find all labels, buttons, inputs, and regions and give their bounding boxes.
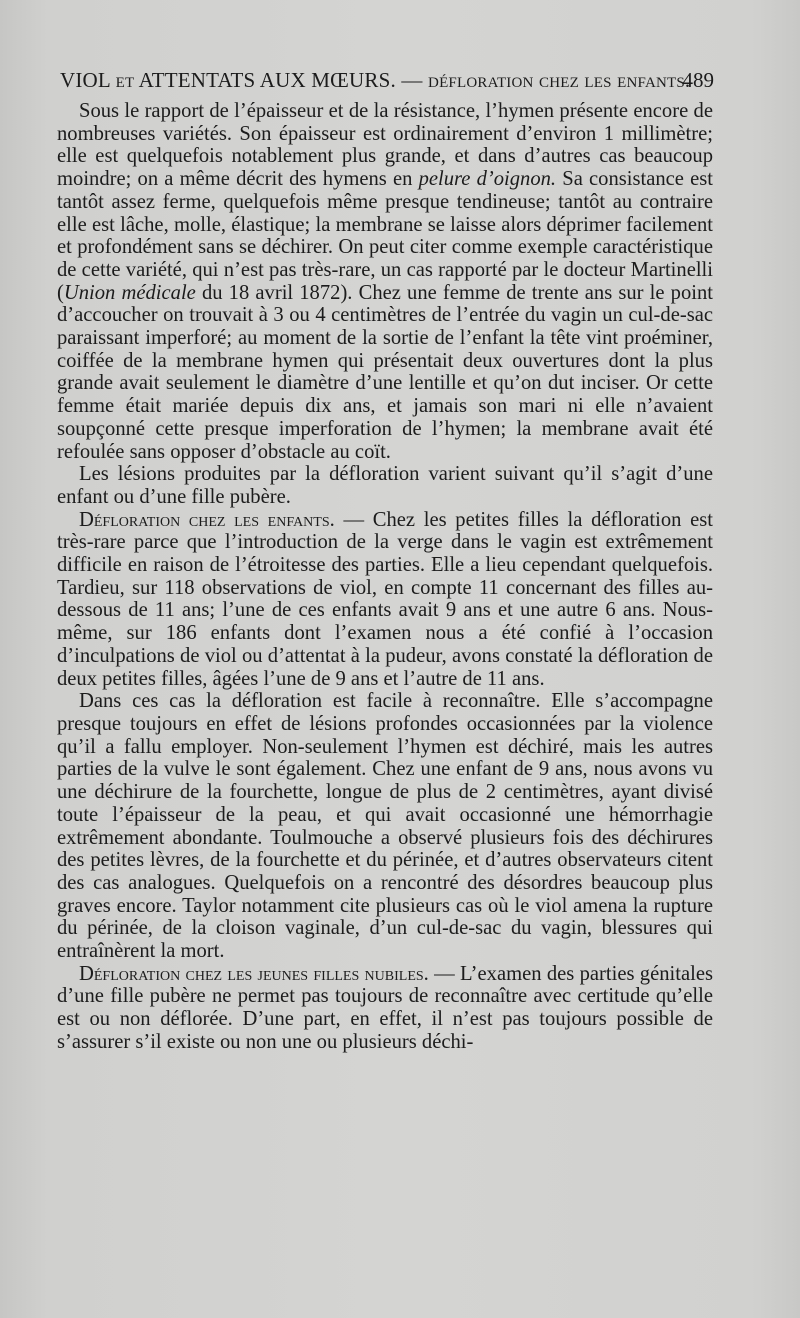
italic-union-medicale: Union médicale xyxy=(63,281,196,304)
title-et: et xyxy=(115,68,135,92)
title-dash: — xyxy=(395,68,429,92)
paragraph-text: Les lésions produites par la défloration varient suivant qu’il s’agit d’une enfant ou d’une fille pubère. xyxy=(57,463,713,508)
paragraph-text: Sa consistance est tantôt assez ferme, quelquefois même presque tendineuse; tantôt au contraire elle est lâche, molle, élastique; la membrane se laisse alors déprimer facilement et profondément sans se déchirer. On peut citer comme exemple caractéristique de cette variété, qui n’est pas très-rare, un cas rapporté par le docteur Martinelli ( xyxy=(57,168,713,304)
paragraph-text: Sous le rapport de l’épaisseur et de la résistance, l’hymen présente encore de nombreuses variétés. Son épaisseur est ordinairement d’environ 1 millimètre; elle est quelquefois notablement plus grande, et dans d’autres cas beaucoup moindre; on a même décrit des hymens en xyxy=(57,100,713,191)
running-section: défloration chez les enfants. xyxy=(428,68,691,92)
body-text xyxy=(57,100,713,1054)
title-attentats: ATTENTATS AUX MŒURS. xyxy=(134,68,396,92)
paragraph-text: — L’examen des parties génitales d’une fille pubère ne permet pas toujours de reconnaître avec certitude qu’elle est ou non déflorée. D’une part, en effet, il n’est pas toujours possible de s’assurer s’il existe ou non une ou plusieurs déchi- xyxy=(57,962,713,1053)
paragraph-reconnaitre xyxy=(57,690,713,962)
paragraph-text: — Chez les petites filles la défloration est très-rare parce que l’introduction de la verge dans le vagin est extrêmement difficile en raison de l’étroitesse des parties. Elle a lieu cependant quelquefois. Tardieu, sur 118 observations de viol, en compte 11 concernant des filles au-dessous de 11 ans; l’une de ces enfants avait 9 ans et une autre 6 ans. Nous-même, sur 186 enfants dont l’examen nous a été confié à l’occasion d’inculpations de viol ou d’attentat à la pudeur, avons constaté la défloration de deux petites filles, âgées l’une de 9 ans et l’autre de 11 ans. xyxy=(57,508,713,690)
section-heading-enfants: Défloration chez les enfants. xyxy=(79,508,335,531)
paragraph-text: Dans ces cas la défloration est facile à reconnaître. Elle s’accompagne presque toujours en effet de lésions profondes occasionnées par la violence qu’il a fallu employer. Non-seulement l’hymen est déchiré, mais les autres parties de la vulve le sont également. Chez une enfant de 9 ans, nous avons vu une déchirure de la fourchette, longue de plus de 2 centimètres, ayant divisé toute l’épaisseur de la peau, et qui avait occasionné une hémorrhagie extrêmement abondante. Toulmouche a observé plusieurs fois des déchirures des petites lèvres, de la fourchette et du périnée, et d’autres observateurs citent des cas analogues. Quelquefois on a rencontré des désordres beaucoup plus graves encore. Taylor notamment cite plusieurs cas où le viol amena la rupture du périnée, de la cloison vaginale, d’un cul-de-sac du vagin, blessures qui entraînèrent la mort. xyxy=(57,690,713,963)
paragraph-jeunes-filles xyxy=(57,963,713,1054)
title-viol: VIOL xyxy=(60,68,116,92)
paragraph-defloration-enfants xyxy=(57,509,713,691)
paragraph-hymen-varieties xyxy=(57,100,713,463)
page-number: 489 xyxy=(682,68,714,92)
italic-pelure: pelure d’oignon. xyxy=(418,168,557,191)
running-title xyxy=(60,66,690,94)
paragraph-text: du 18 avril 1872). Chez une femme de trente ans sur le point d’accoucher on trouvait à 3 ou 4 centimètres de l’entrée du vagin un cul-de-sac paraissant imperforé; au moment de la sortie de l’enfant la tête vint proéminer, coiffée de la membrane hymen qui présentait deux ouvertures dont la plus grande avait seulement le diamètre d’une lentille et qu’on dut inciser. Or cette femme était mariée depuis dix ans, et jamais son mari ni elle n’avaient soupçonné cette presque imperforation de l’hymen; la membrane avait été refoulée sans opposer d’obstacle au coït. xyxy=(57,281,714,463)
running-header xyxy=(60,66,714,94)
paragraph-lesions xyxy=(57,463,713,508)
section-heading-jeunes-filles: Défloration chez les jeunes filles nubiles. xyxy=(79,962,429,985)
